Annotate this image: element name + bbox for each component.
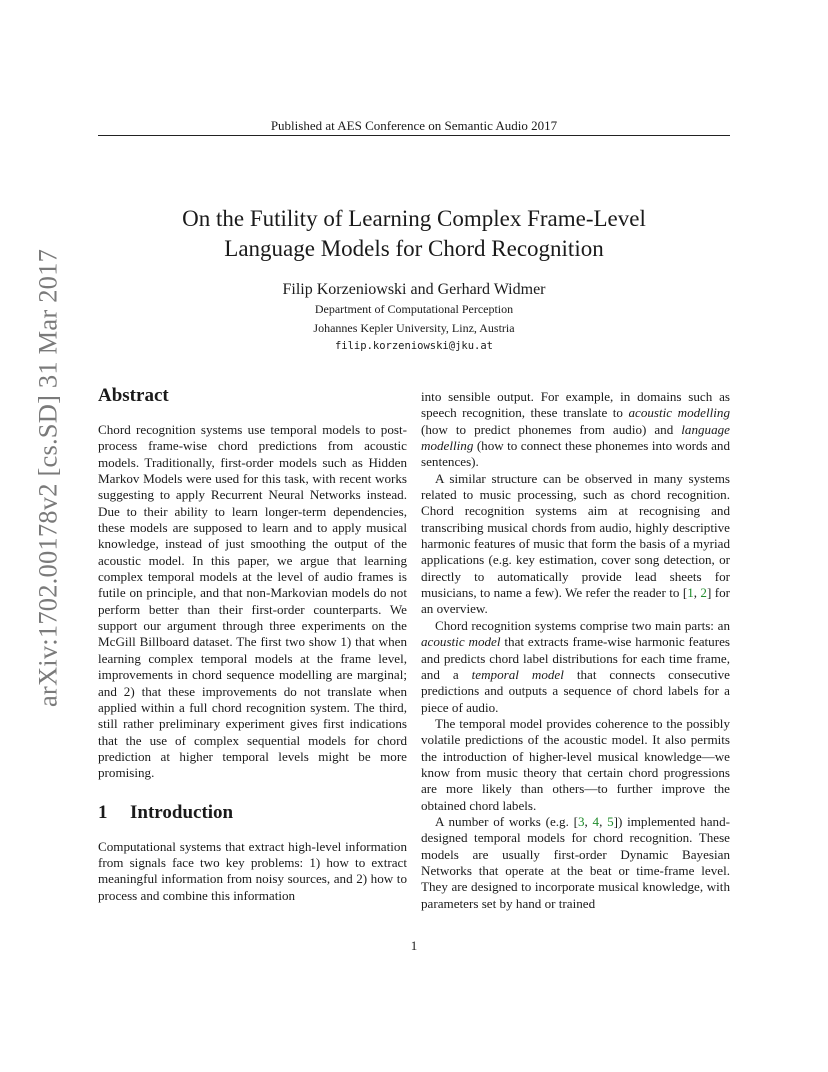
citation-link[interactable]: 4 [592, 813, 600, 829]
abstract-heading: Abstract [98, 385, 169, 406]
arxiv-identifier: arXiv:1702.00178v2 [cs.SD] 31 Mar 2017 [32, 248, 63, 708]
citation-link[interactable]: 3 [577, 813, 585, 829]
running-header: Published at AES Conference on Semantic Audio 2017 [270, 118, 558, 133]
intro-paragraph-3: Chord recognition systems comprise two main parts: an acoustic model that extracts frame-wise harmonic features and predicts chord label distributions for each time frame, and a temporal model that connects consecutive predictions and outputs a sequence of chord labels for a piece of audio. [421, 617, 730, 715]
intro-paragraph-1-continued: into sensible output. For example, in domains such as speech recognition, these translate to acoustic modelling (how to predict phonemes from audio) and language modelling (how to connect these phonemes into words and sentences). [421, 389, 730, 470]
author-list: Filip Korzeniowski and Gerhard Widmer [282, 281, 546, 298]
intro-paragraph-4: The temporal model provides coherence to the possibly volatile predictions of the acoustic model. It also permits the introduction of higher-level musical knowledge—we know from music theory that certain chord progressions are more likely than others—to further improve the obtained chord labels. [421, 715, 730, 813]
section-title: Introduction [130, 801, 234, 823]
section-number: 1 [98, 801, 108, 823]
term-temporal-model: temporal model [471, 666, 564, 682]
title-line-2: Language Models for Chord Recognition [224, 236, 604, 261]
term-acoustic-modelling: acoustic modelling [628, 405, 730, 421]
term-acoustic-model: acoustic model [421, 634, 501, 650]
citation-link[interactable]: 2 [700, 585, 707, 601]
affiliation-department: Department of Computational Perception [314, 302, 514, 316]
left-column [98, 384, 407, 904]
intro-paragraph-5: A number of works (e.g. [3, 4, 5]) implemented hand-designed temporal models for chord recognition. These models are usually first-order Dynamic Bayesian Networks that operate at the beat or time-frame level. They are designed to incorporate musical knowledge, with parameters set by hand or trained [421, 813, 731, 911]
term-language-modelling: language modelling [421, 421, 730, 454]
citation-link[interactable]: 5 [607, 813, 614, 829]
intro-paragraph-1: Computational systems that extract high-level information from signals face two key problems: 1) how to extract meaningful information from noisy sources, and 2) how to process and combine this information [98, 838, 407, 903]
citation-link[interactable]: 1 [687, 585, 694, 601]
title-line-1: On the Futility of Learning Complex Frame-Level [182, 206, 646, 231]
right-column [421, 389, 730, 912]
header-rule [98, 135, 730, 136]
abstract-body: Chord recognition systems use temporal models to post-process frame-wise chord predictions from acoustic models. Traditionally, first-order models such as Hidden Markov Models were used for this task, with recent works suggesting to apply Recurrent Neural Networks instead. Due to their ability to learn longer-term dependencies, these models are supposed to learn and to apply musical knowledge, instead of just smoothing the output of the acoustic model. In this paper, we argue that learning complex temporal models at the level of audio frames is futile on principle, and that non-Markovian models do not perform better than their first-order counterparts. We support our argument through three experiments on the McGill Billboard dataset. The first two show 1) that when learning complex temporal models at the frame level, improvements in chord sequence modelling are marginal; and 2) that these improvements do not translate when applied within a full chord recognition system. The third, still rather preliminary experiment gives first indications that the use of complex sequential models for chord prediction at higher temporal levels might be more promising. [98, 422, 407, 781]
introduction-heading [98, 801, 407, 825]
affiliation-university: Johannes Kepler University, Linz, Austria [313, 321, 515, 335]
paper-title [98, 204, 730, 264]
intro-paragraph-2: A similar structure can be observed in many systems related to music processing, such as chord recognition. Chord recognition systems aim at recognising and transcribing musical chords from audio, highly descriptive harmonic features of music that form the basis of a myriad applications (e.g. key estimation, cover song detection, or directly to automatically provide lead sheets for musicians, to name a few). We refer the reader to [1, 2] for an overview. [421, 470, 731, 617]
author-email[interactable]: filip.korzeniowski@jku.at [334, 340, 494, 352]
page-number: 1 [410, 938, 418, 953]
